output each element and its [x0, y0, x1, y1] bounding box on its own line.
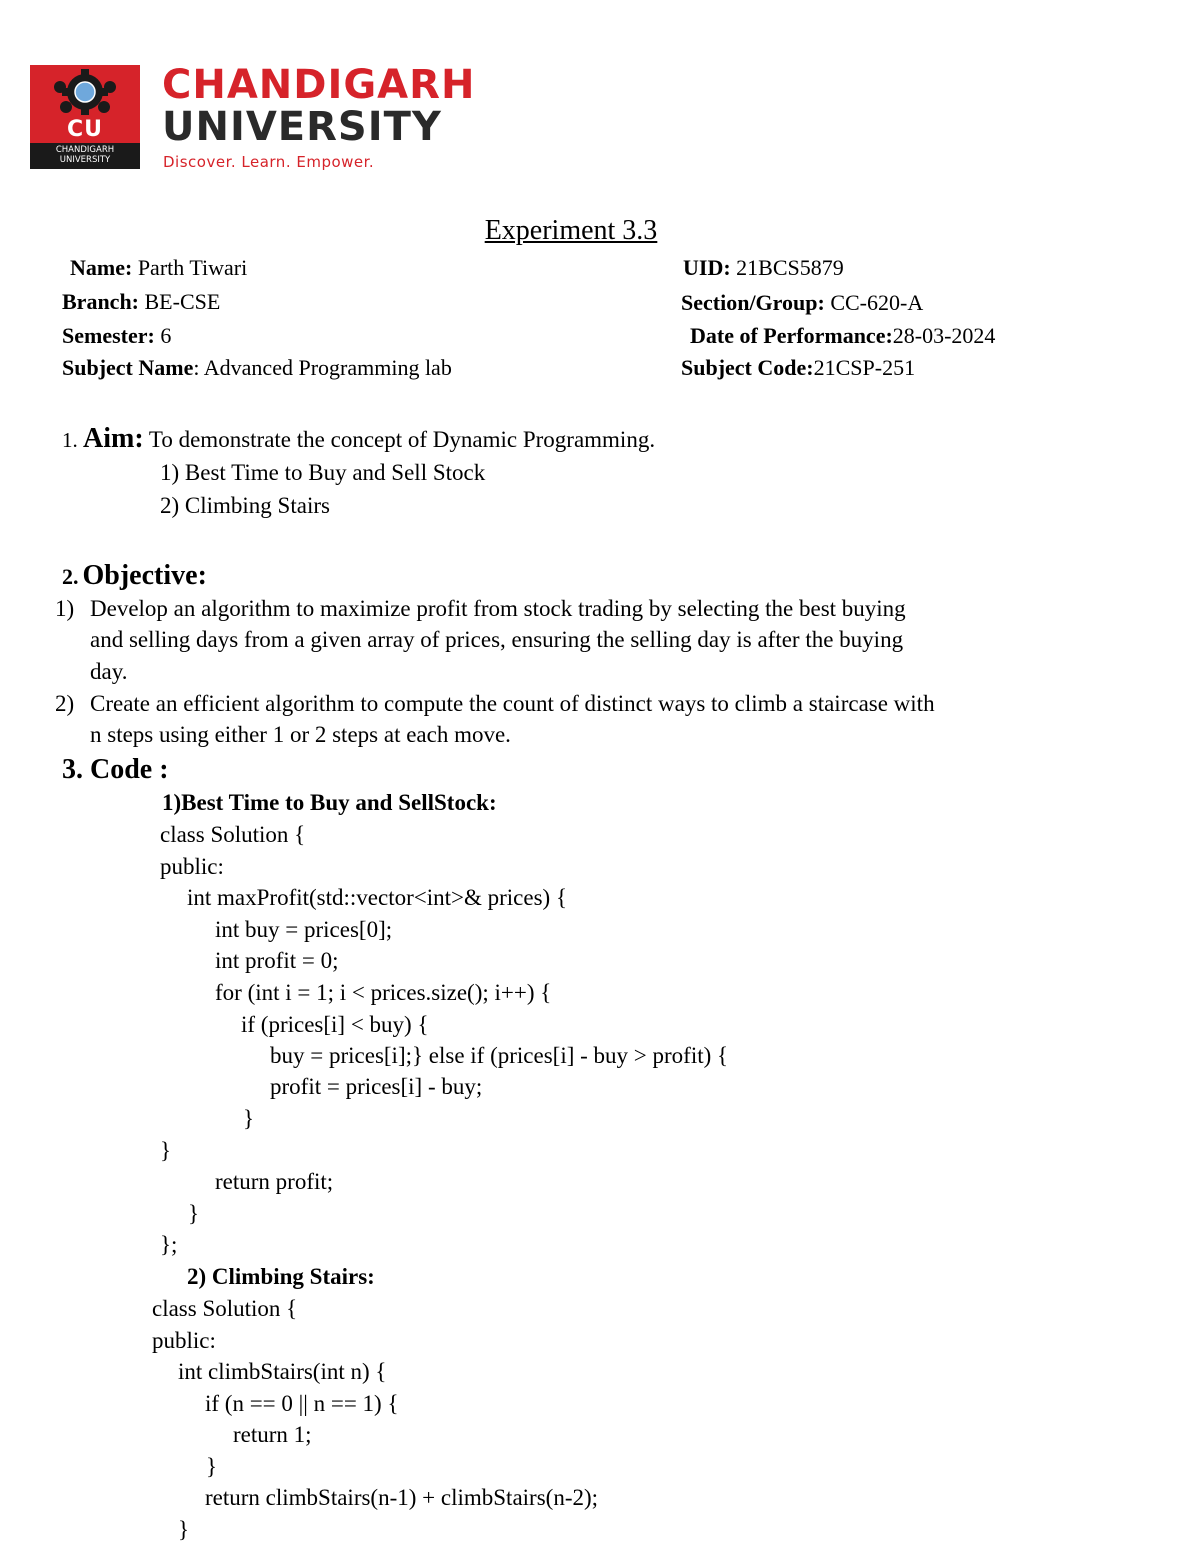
objective-heading: 2. Objective:	[62, 560, 207, 591]
logo-cu-text: CU	[66, 117, 103, 142]
info-branch: Branch: BE-CSE	[62, 289, 221, 314]
gear-emblem-icon	[30, 65, 140, 121]
code1-line: profit = prices[i] - buy;	[270, 1074, 483, 1099]
code2-line: public:	[152, 1328, 216, 1353]
code2-line: return climbStairs(n-1) + climbStairs(n-2);	[205, 1485, 599, 1510]
info-date: Date of Performance:28-03-2024	[690, 323, 996, 348]
info-subject-code: Subject Code:21CSP-251	[681, 355, 916, 380]
brand-tagline: Discover. Learn. Empower.	[163, 153, 375, 171]
info-section: Section/Group: CC-620-A	[681, 290, 924, 315]
code2-line: int climbStairs(int n) {	[178, 1359, 387, 1384]
brand-name-line2: UNIVERSITY	[162, 104, 442, 150]
code1-line: for (int i = 1; i < prices.size(); i++) {	[215, 980, 552, 1005]
code2-line: }	[178, 1517, 190, 1542]
code1-line: int maxProfit(std::vector<int>& prices) {	[187, 885, 567, 910]
info-uid: UID: 21BCS5879	[683, 255, 844, 280]
code1-line: return profit;	[215, 1169, 334, 1194]
objective-1-line-2: and selling days from a given array of prices, ensuring the selling day is after the buying	[90, 627, 904, 652]
objective-2-line-2: n steps using either 1 or 2 steps at each move.	[90, 722, 511, 747]
code1-line: public:	[160, 854, 224, 879]
code2-line: if (n == 0 || n == 1) {	[205, 1391, 399, 1416]
code1-line: }	[188, 1201, 200, 1226]
code1-line: int buy = prices[0];	[215, 917, 393, 942]
code1-line: }	[243, 1106, 255, 1131]
info-semester: Semester: 6	[62, 323, 172, 348]
code1-line: };	[160, 1232, 178, 1257]
logo-subtitle: CHANDIGARH UNIVERSITY	[30, 143, 140, 169]
code1-line: }	[160, 1138, 172, 1163]
page-title: Experiment 3.3	[484, 215, 658, 246]
code-part1-title: 1)Best Time to Buy and SellStock:	[162, 790, 497, 815]
info-subject-name: Subject Name: Advanced Programming lab	[62, 355, 452, 380]
aim-item-1: 1) Best Time to Buy and Sell Stock	[160, 460, 486, 485]
code1-line: int profit = 0;	[215, 948, 339, 973]
code1-line: if (prices[i] < buy) {	[241, 1012, 429, 1037]
objective-num-2: 2)	[55, 691, 75, 716]
objective-1-line-3: day.	[90, 659, 128, 684]
objective-1-line-1: Develop an algorithm to maximize profit from stock trading by selecting the best buying	[90, 596, 906, 621]
university-logo	[30, 65, 140, 169]
objective-2-line-1: Create an efficient algorithm to compute the count of distinct ways to climb a staircase with	[90, 691, 935, 716]
code2-line: class Solution {	[152, 1296, 298, 1321]
code1-line: buy = prices[i];} else if (prices[i] - buy > profit) {	[270, 1043, 729, 1068]
aim-heading: 1. Aim: To demonstrate the concept of Dynamic Programming.	[62, 423, 656, 454]
brand-name-line1: CHANDIGARH	[162, 62, 476, 108]
code-part2-title: 2) Climbing Stairs:	[187, 1264, 375, 1289]
code2-line: }	[206, 1454, 218, 1479]
aim-item-2: 2) Climbing Stairs	[160, 493, 330, 518]
info-name: Name: Parth Tiwari	[70, 255, 248, 280]
code2-line: return 1;	[233, 1422, 312, 1447]
code-heading: 3. Code :	[62, 754, 169, 785]
objective-num-1: 1)	[55, 596, 75, 621]
code1-line: class Solution {	[160, 822, 306, 847]
